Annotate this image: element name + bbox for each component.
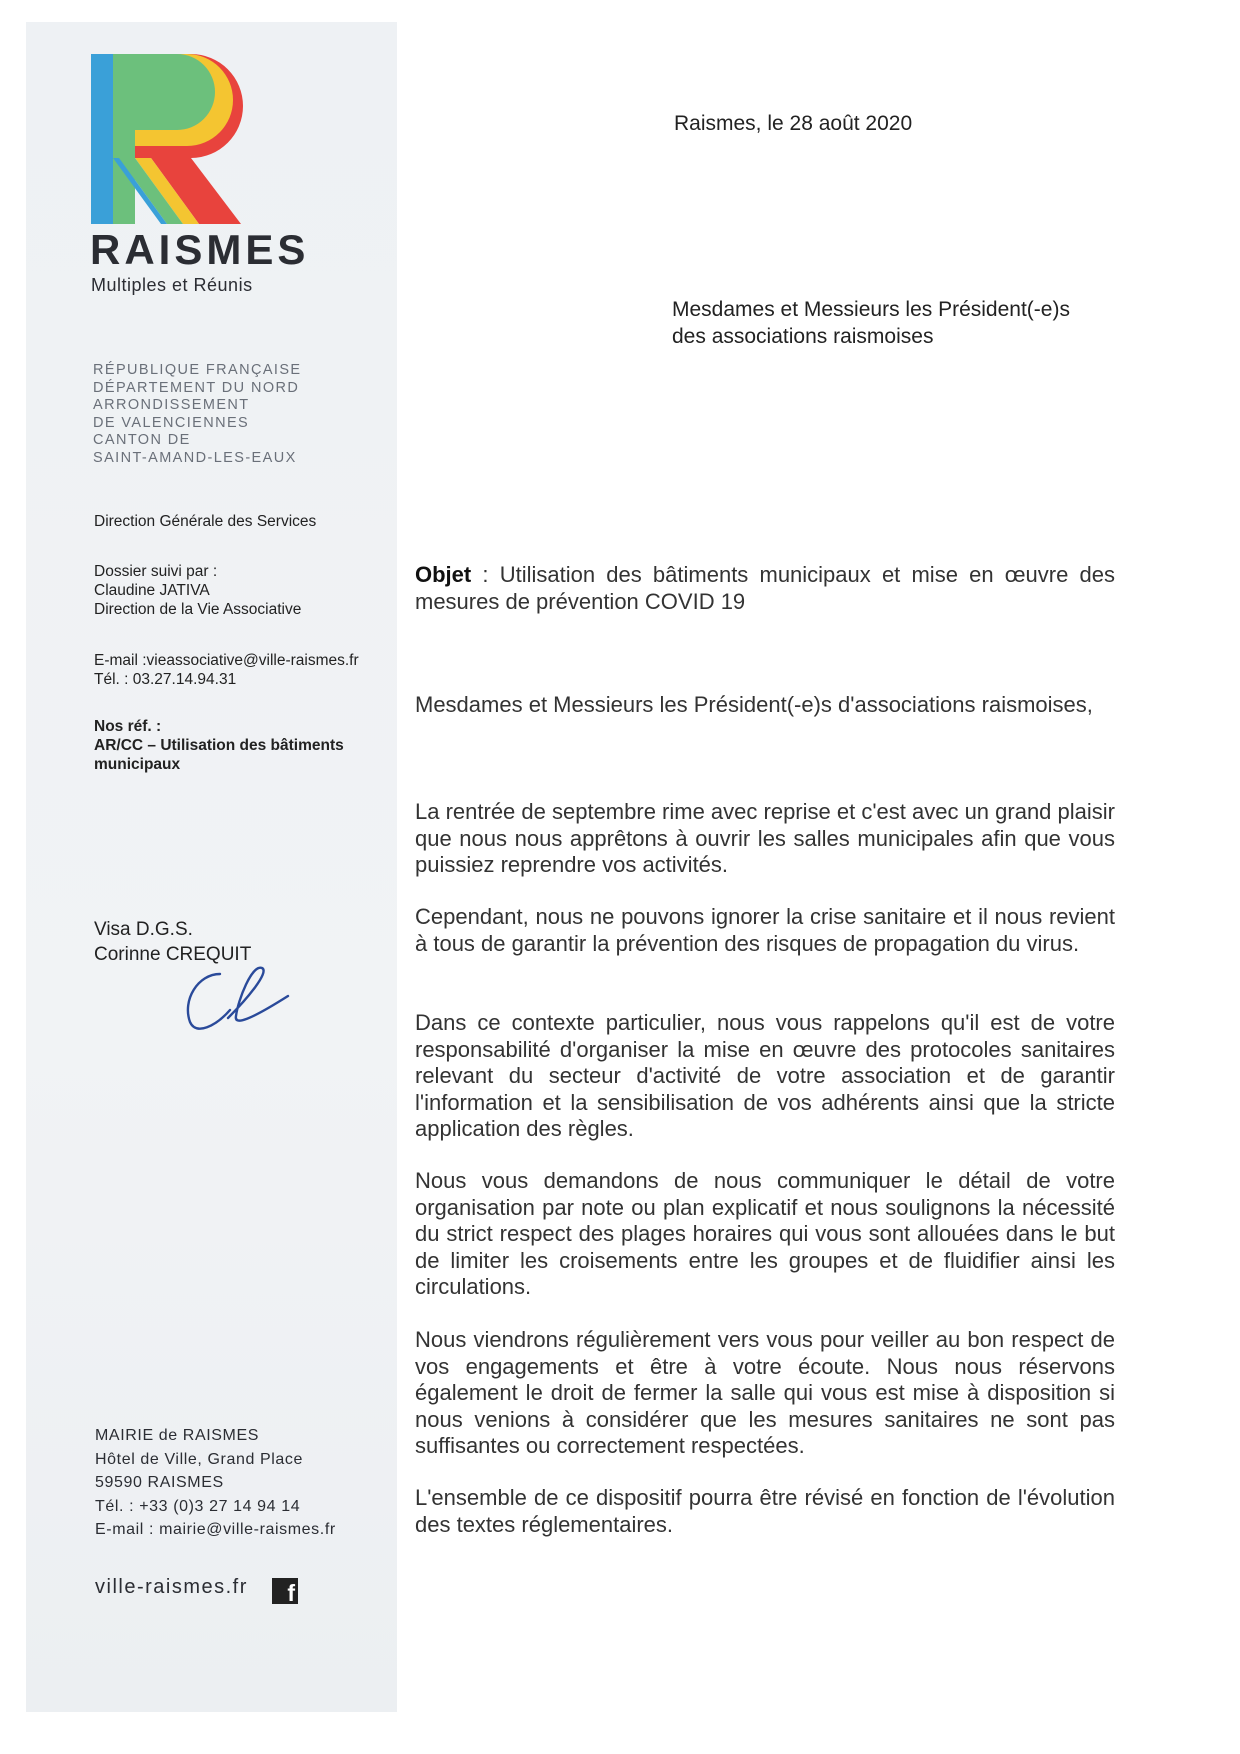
salutation: Mesdames et Messieurs les Président(-e)s d'associations raismoises,: [415, 692, 1093, 717]
letter-date: Raismes, le 28 août 2020: [674, 112, 913, 135]
administrative-lines: [93, 362, 302, 467]
mairie-name: MAIRIE de RAISMES: [95, 1427, 260, 1444]
signature: [180, 960, 300, 1040]
contact-phone: Tél. : 03.27.14.94.31: [94, 671, 237, 688]
paragraph: Nous vous demandons de nous communiquer le détail de votre organisation par note ou plan explicatif et nous soulignons la nécessité du strict respect des plages horaires qui vous sont allouées dans le but de limiter les croisements entre les groupes et de fluidifier ainsi les circulations.: [415, 1168, 1115, 1299]
paragraph: La rentrée de septembre rime avec reprise et c'est avec un grand plaisir que nous nous apprêtons à ouvrir les salles municipales afin que vous puissiez reprendre vos activités.: [415, 799, 1115, 877]
paragraph: Nous viendrons régulièrement vers vous pour veiller au bon respect de vos engagements et être à votre écoute. Nous nous réservons également le droit de fermer la salle qui vous est mise à disposition si nous venions à considérer que les mesures sanitaires ne sont pas suffisantes ou correctement respectées.: [415, 1327, 1115, 1458]
reference-label: Nos réf. :: [94, 718, 162, 735]
direction: [94, 512, 316, 531]
brand-tagline: Multiples et Réunis: [91, 275, 253, 295]
visa-name: Corinne CREQUIT: [94, 944, 252, 965]
admin-line: DE VALENCIENNES: [93, 414, 250, 431]
admin-line: CANTON DE: [93, 432, 191, 448]
reference-block: [94, 717, 344, 774]
dossier-service: Direction de la Vie Associative: [94, 601, 302, 618]
reference-line: municipaux: [94, 756, 181, 773]
recipient-line: Mesdames et Messieurs les Président(-e)s: [672, 298, 1070, 321]
paragraph: Dans ce contexte particulier, nous vous rappelons qu'il est de votre responsabilité d'organiser la mise en œuvre des protocoles sanitaires relevant du secteur d'activité de votre association et de garantir l'information et la sensibilisation de vos adhérents ainsi que la stricte application des règles.: [415, 1010, 1115, 1141]
admin-line: SAINT-AMAND-LES-EAUX: [93, 449, 297, 466]
visa-label: Visa D.G.S.: [94, 919, 193, 940]
subject-text: : Utilisation des bâtiments municipaux et mise en œuvre des mesures de prévention COVID 19: [415, 562, 1115, 614]
paragraph: Cependant, nous ne pouvons ignorer la crise sanitaire et il nous revient à tous de garantir la prévention des risques de propagation du virus.: [415, 904, 1115, 956]
brand-name: RAISMES: [90, 226, 310, 273]
dossier-label: Dossier suivi par :: [94, 563, 218, 580]
reference-line: AR/CC – Utilisation des bâtiments: [94, 737, 344, 754]
dossier-block: [94, 562, 301, 619]
recipient: [672, 296, 1070, 350]
recipient-line: des associations raismoises: [672, 325, 934, 348]
admin-line: ARRONDISSEMENT: [93, 397, 250, 413]
contact-email[interactable]: E-mail :vieassociative@ville-raismes.fr: [94, 652, 359, 669]
mairie-phone: Tél. : +33 (0)3 27 14 94 14: [95, 1497, 301, 1515]
paragraph: L'ensemble de ce dispositif pourra être révisé en fonction de l'évolution des textes réglementaires.: [415, 1485, 1115, 1537]
mairie-email[interactable]: E-mail : mairie@ville-raismes.fr: [95, 1521, 336, 1538]
dossier-person: Claudine JATIVA: [94, 582, 210, 599]
mairie-street: Hôtel de Ville, Grand Place: [95, 1450, 304, 1468]
raismes-logo: [91, 54, 271, 224]
admin-line: DÉPARTEMENT DU NORD: [93, 379, 300, 396]
mairie-city: 59590 RAISMES: [95, 1474, 224, 1491]
mairie-address: [95, 1424, 336, 1542]
direction-label: Direction Générale des Services: [94, 513, 317, 530]
contact-block: [94, 651, 359, 689]
subject: [415, 561, 1115, 615]
website-link[interactable]: ville-raismes.fr: [95, 1576, 248, 1598]
facebook-icon[interactable]: f: [272, 1578, 298, 1604]
admin-line: RÉPUBLIQUE FRANÇAISE: [93, 362, 302, 378]
subject-label: Objet: [415, 562, 472, 587]
